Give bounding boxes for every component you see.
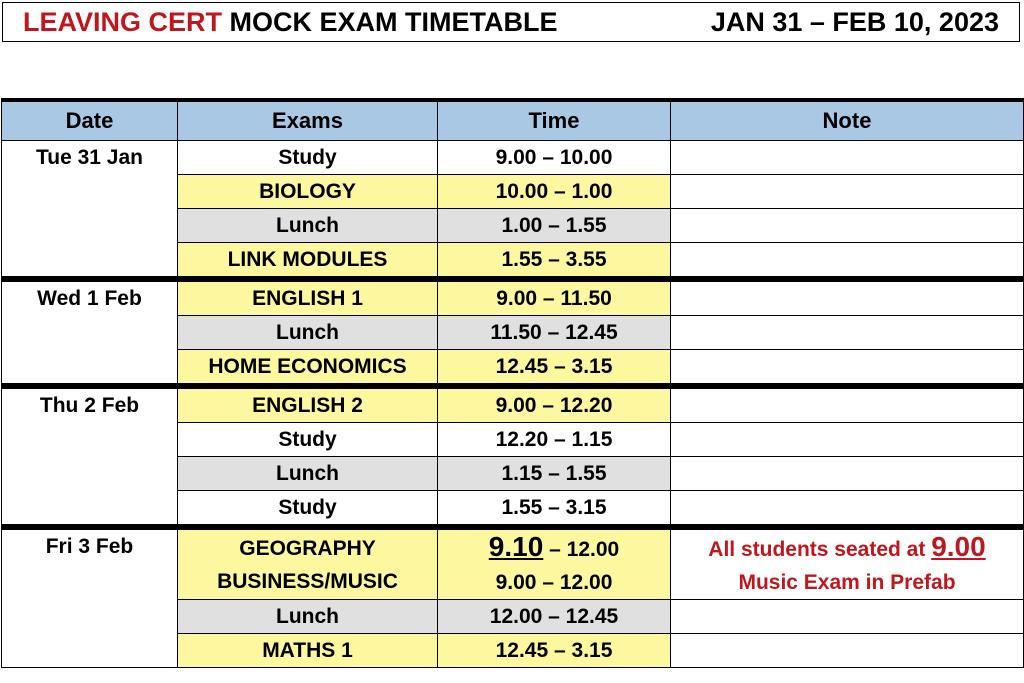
day-date: Wed 1 Feb — [2, 279, 178, 386]
time-highlight: 9.10 — [488, 531, 544, 562]
exam-line: BUSINESS/MUSIC — [217, 569, 398, 593]
exam-cell: ENGLISH 1 — [178, 279, 438, 316]
exam-cell: HOME ECONOMICS — [178, 350, 438, 387]
note-cell — [671, 316, 1024, 350]
exam-line: GEOGRAPHY — [239, 536, 376, 560]
note-cell — [671, 457, 1024, 491]
exam-cell: Study — [178, 423, 438, 457]
time-cell: 9.00 – 11.50 — [438, 279, 671, 316]
table-row — [2, 141, 1024, 175]
time-line — [438, 530, 670, 566]
time-cell: 12.20 – 1.15 — [438, 423, 671, 457]
exam-cell: Lunch — [178, 600, 438, 634]
timetable — [1, 98, 1024, 668]
time-rest: – 12.00 — [543, 538, 620, 561]
date-range: JAN 31 – FEB 10, 2023 — [710, 7, 999, 37]
column-header-exams: Exams — [178, 100, 438, 141]
note-cell — [671, 386, 1024, 423]
exam-cell: MATHS 1 — [178, 634, 438, 668]
time-cell: 9.00 – 10.00 — [438, 141, 671, 175]
note-cell — [671, 350, 1024, 387]
note-cell — [671, 141, 1024, 175]
note-cell — [671, 491, 1024, 528]
time-cell: 9.00 – 12.20 — [438, 386, 671, 423]
note-text: All students seated at — [708, 538, 932, 561]
column-header-time: Time — [438, 100, 671, 141]
time-cell: 12.45 – 3.15 — [438, 350, 671, 387]
exam-cell: Lunch — [178, 209, 438, 243]
time-line: 9.00 – 12.00 — [495, 571, 613, 594]
exam-cell: Study — [178, 141, 438, 175]
table-row — [2, 386, 1024, 423]
time-cell: 1.15 – 1.55 — [438, 457, 671, 491]
note-cell — [671, 423, 1024, 457]
exam-cell: Lunch — [178, 457, 438, 491]
note-highlight: 9.00 — [931, 531, 986, 562]
exam-cell: LINK MODULES — [178, 243, 438, 280]
day-group-fri — [2, 527, 1024, 668]
time-cell: 10.00 – 1.00 — [438, 175, 671, 209]
time-cell: 12.45 – 3.15 — [438, 634, 671, 668]
time-cell: 1.00 – 1.55 — [438, 209, 671, 243]
table-row — [2, 279, 1024, 316]
note-cell — [671, 527, 1024, 600]
note-cell — [671, 209, 1024, 243]
exam-cell: Lunch — [178, 316, 438, 350]
day-date: Fri 3 Feb — [2, 527, 178, 668]
title-highlight: LEAVING CERT — [23, 7, 223, 37]
time-cell: 1.55 – 3.15 — [438, 491, 671, 528]
note-cell — [671, 634, 1024, 668]
column-header-note: Note — [671, 100, 1024, 141]
time-cell: 1.55 – 3.55 — [438, 243, 671, 280]
day-group-wed — [2, 279, 1024, 386]
note-cell — [671, 175, 1024, 209]
table-row — [2, 527, 1024, 600]
title-text: MOCK EXAM TIMETABLE — [222, 7, 558, 37]
note-line: Music Exam in Prefab — [738, 571, 956, 594]
note-cell — [671, 243, 1024, 280]
day-group-tue — [2, 141, 1024, 280]
column-header-date: Date — [2, 100, 178, 141]
time-cell — [438, 527, 671, 600]
header-row — [2, 100, 1024, 141]
note-line — [671, 530, 1023, 566]
page-title — [23, 7, 558, 38]
exam-cell: Study — [178, 491, 438, 528]
exam-cell: ENGLISH 2 — [178, 386, 438, 423]
note-cell — [671, 279, 1024, 316]
page-header — [2, 2, 1020, 42]
note-cell — [671, 600, 1024, 634]
time-cell: 12.00 – 12.45 — [438, 600, 671, 634]
day-date: Tue 31 Jan — [2, 141, 178, 280]
time-cell: 11.50 – 12.45 — [438, 316, 671, 350]
day-group-thu — [2, 386, 1024, 527]
day-date: Thu 2 Feb — [2, 386, 178, 527]
exam-cell — [178, 527, 438, 600]
exam-cell: BIOLOGY — [178, 175, 438, 209]
